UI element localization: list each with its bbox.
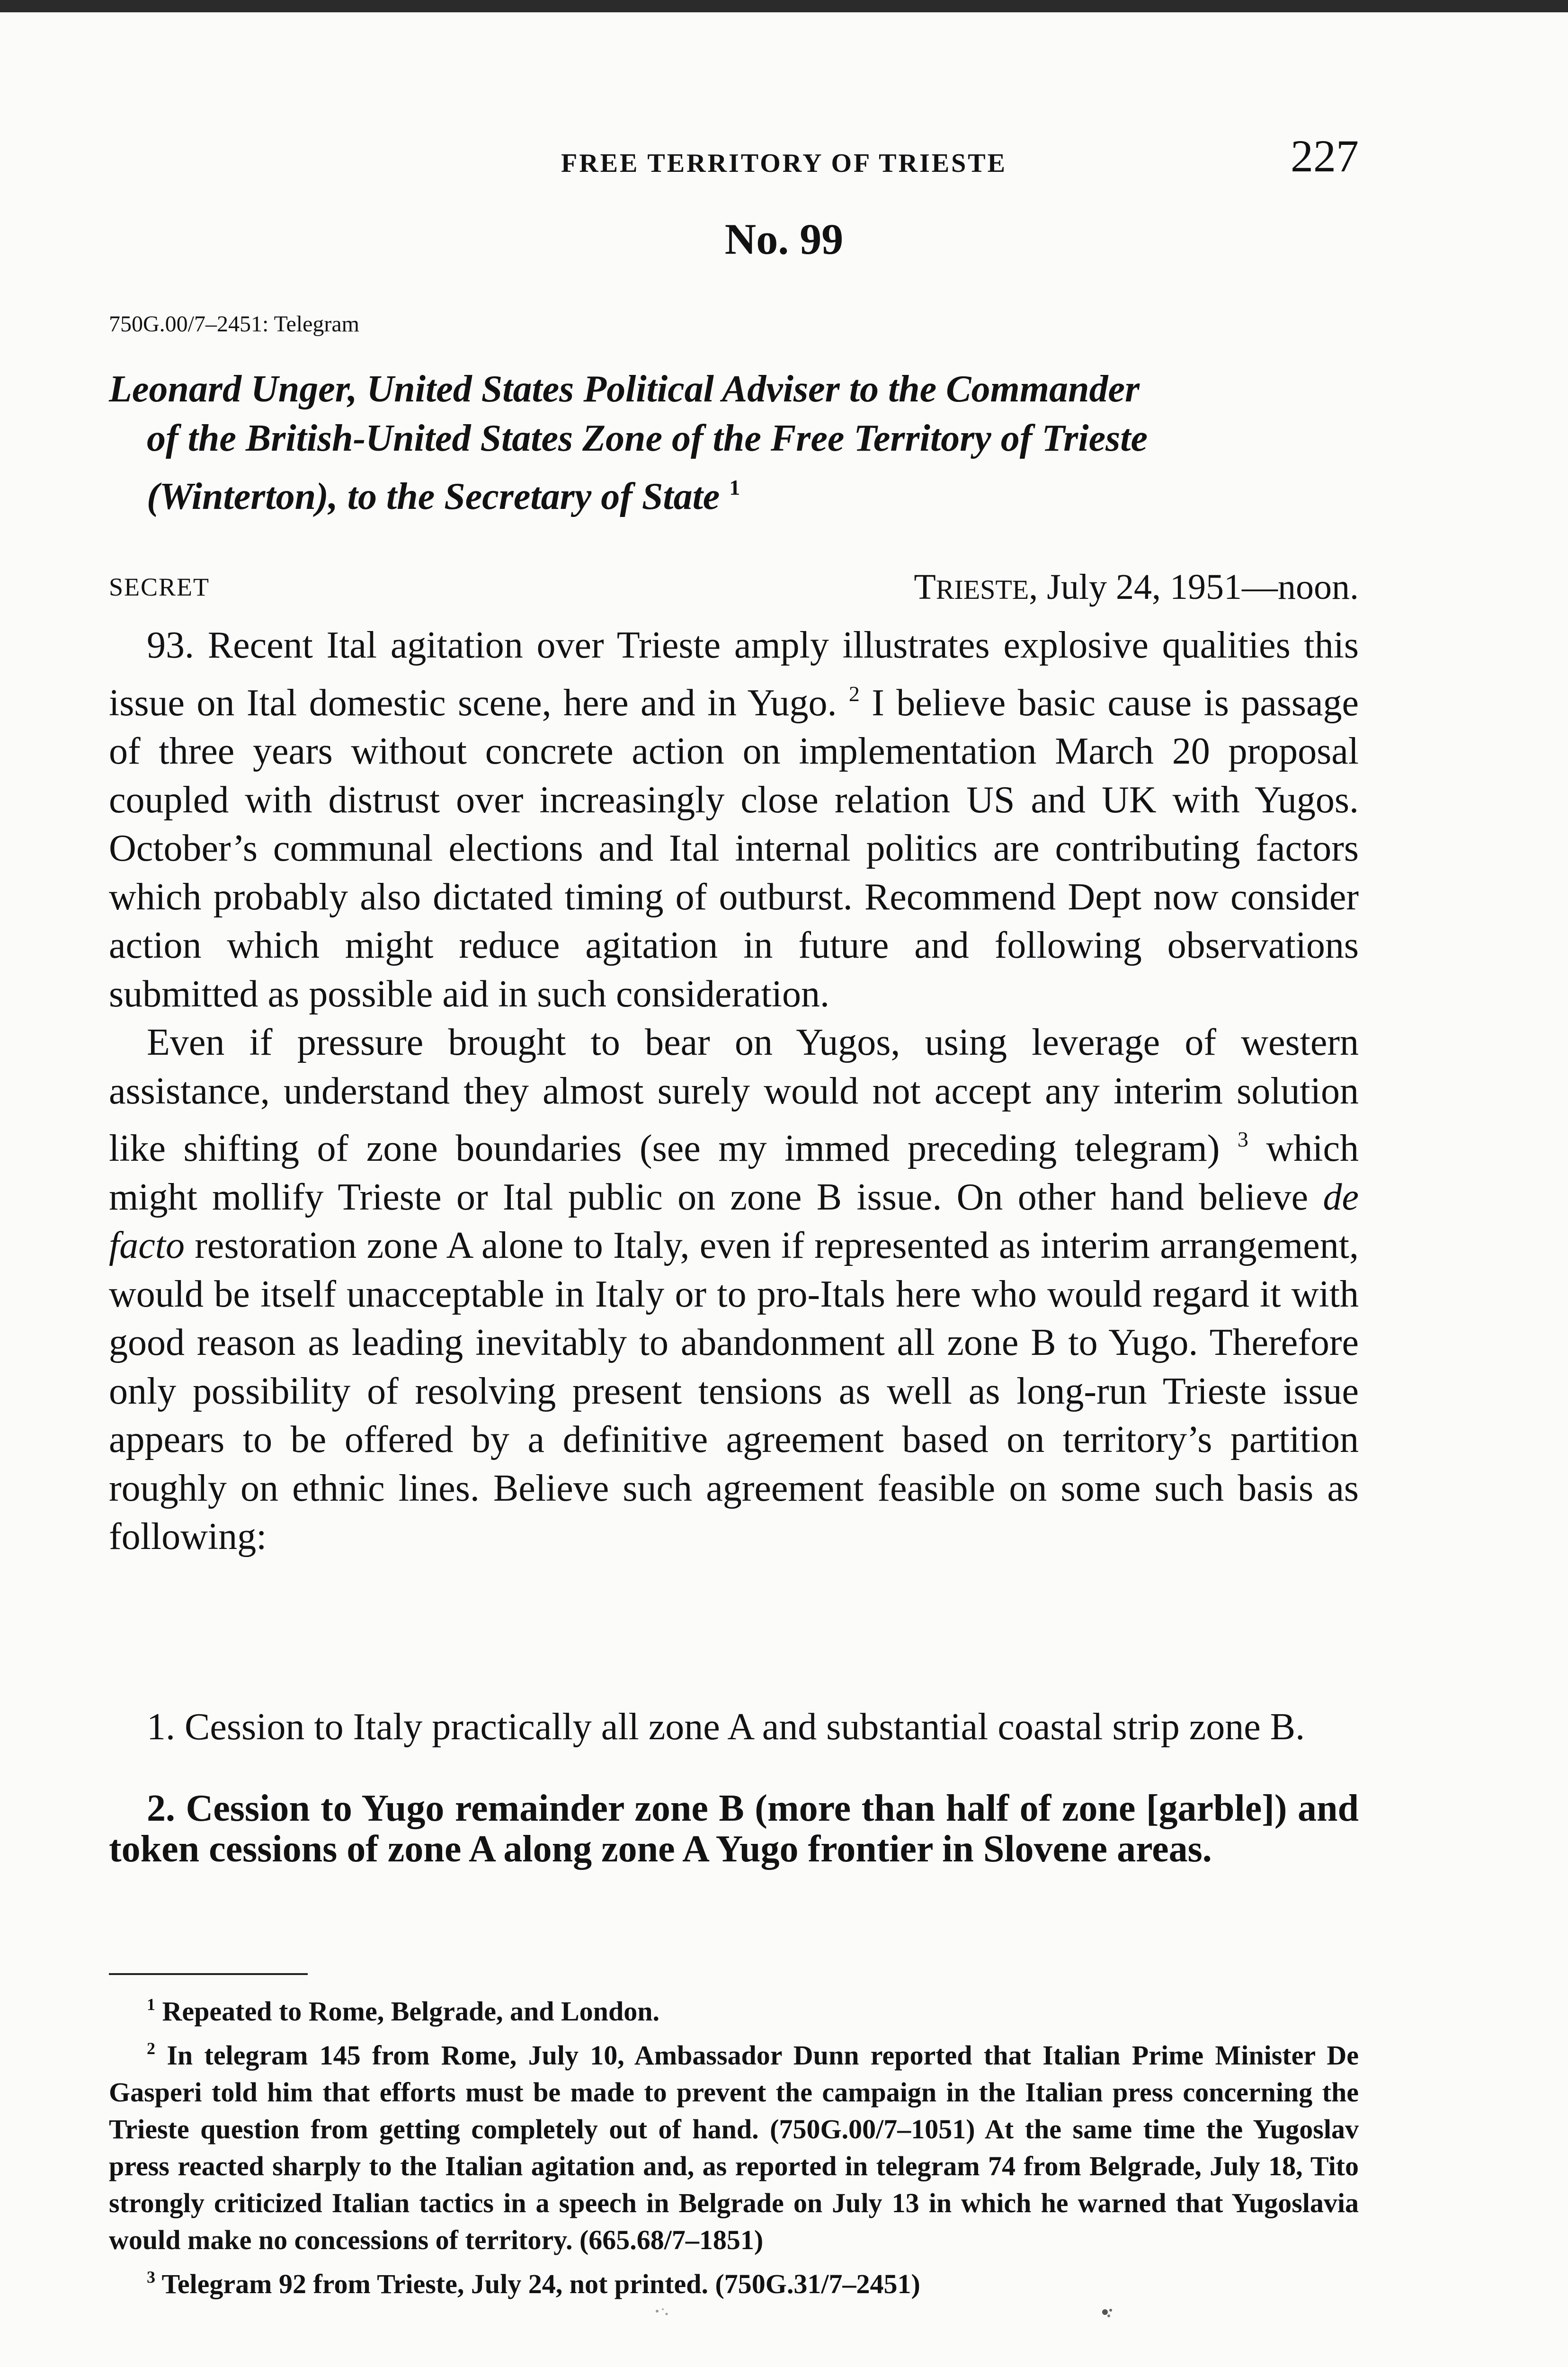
p1-text-b: I believe basic cause is passage of three years without concrete action on implementation March 20 proposal coupled with distrust over increasingly close relation US and UK with Yugos. October’s communal elections and Ital internal politics are contributing factors which probably also dictated timing of outburst. Recommend Dept now consider action which might reduce agitation in future and following observations submitted as possible aid in such consideration.: [109, 682, 1359, 1015]
body-paragraph-2: [109, 1018, 1359, 1561]
classification-label: SECRET: [109, 573, 210, 601]
p2-text-a: Even if pressure brought to bear on Yugos, using leverage of western assistance, understand they almost surely would not accept any interim solution like shifting of zone boundaries (see my immed preceding telegram): [109, 1022, 1359, 1169]
footnote-3: [109, 2259, 1359, 2303]
numbered-item-1: 1. Cession to Italy practically all zone A and substantial coastal strip zone B.: [147, 1706, 1305, 1748]
scan-speck: [653, 2305, 672, 2320]
footnote-1-text: Repeated to Rome, Belgrade, and London.: [155, 1996, 659, 2027]
dateline: [757, 563, 1359, 614]
running-head: FREE TERRITORY OF TRIESTE: [561, 149, 1007, 178]
page-number: 227: [1291, 131, 1359, 181]
document-heading: [109, 365, 1359, 521]
footnote-1-mark: 1: [147, 1995, 155, 2014]
file-reference: 750G.00/7–2451: Telegram: [109, 311, 360, 337]
footnote-2: [109, 2030, 1359, 2259]
body-paragraph-1: [109, 621, 1359, 1018]
dateline-place-rest: RIESTE: [935, 574, 1029, 605]
footnote-3-text: Telegram 92 from Trieste, July 24, not printed. (750G.31/7–2451): [155, 2269, 920, 2299]
p2-italic-phrase: de facto: [109, 1176, 1359, 1266]
p1-text-a: 93. Recent Ital agitation over Trieste amply illustrates explosive qualities this issue on Ital domestic scene, here and in Yugo.: [109, 624, 1359, 724]
footnote-2-text: In telegram 145 from Rome, July 10, Ambassador Dunn reported that Italian Prime Minister De Gasperi told him that efforts must be made to prevent the campaign in the Italian press concerning the Trieste question from getting completely out of hand. (750G.00/7–1051) At the same time the Yugoslav press reacted sharply to the Italian agitation and, as reported in telegram 74 from Belgrade, July 18, Tito strongly criticized Italian tactics in a speech in Belgrade on July 13 in which he warned that Yugoslavia would make no concessions of territory. (665.68/7–1851): [109, 2040, 1359, 2255]
telegram-body: [109, 621, 1359, 1561]
footnote-2-mark: 2: [147, 2039, 155, 2058]
dateline-place-initial: T: [914, 567, 936, 607]
scan-speck: [1098, 2305, 1117, 2320]
footnote-3-mark: 3: [147, 2268, 155, 2287]
footnote-1: [109, 1986, 1359, 2030]
numbered-item-2: 2. Cession to Yugo remainder zone B (more than half of zone [garble]) and token cessions of zone A along zone A Yugo frontier in Slovene areas.: [109, 1788, 1359, 1870]
footnote-divider: [109, 1973, 308, 1975]
footnote-ref-3: 3: [1237, 1127, 1248, 1151]
dateline-date: , July 24, 1951—noon.: [1029, 567, 1359, 607]
heading-line-3-text: (Winterton), to the Secretary of State: [147, 476, 720, 517]
p2-text-b: which might mollify Trieste or Ital public on zone B issue. On other hand believe: [109, 1128, 1359, 1218]
heading-line-2: of the British-United States Zone of the Free Territory of Trieste: [147, 418, 1148, 459]
p2-text-c: restoration zone A alone to Italy, even if represented as interim arrangement, would be itself unacceptable in Italy or to pro-Itals here who would regard it with good reason as leading inevitably to abandonment all zone B to Yugo. Therefore only possibility of resolving present tensions as well as long-run Trieste issue appears to be offered by a definitive agreement based on territory’s partition roughly on ethnic lines. Believe such agreement feasible on some such basis as following:: [109, 1225, 1359, 1557]
footnote-ref-2: 2: [848, 681, 860, 706]
document-number: No. 99: [724, 215, 844, 263]
footnotes: [109, 1986, 1359, 2303]
heading-footnote-mark: 1: [729, 475, 740, 499]
heading-line-3: [109, 463, 1359, 521]
heading-line-1: Leonard Unger, United States Political Adviser to the Commander: [109, 368, 1140, 410]
